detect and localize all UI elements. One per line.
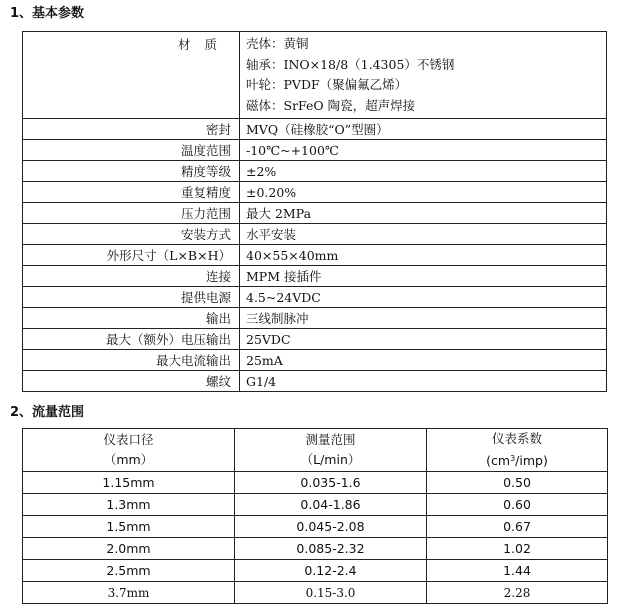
cell-coefficient: 0.60 — [427, 494, 608, 516]
param-value: 40×55×40mm — [240, 245, 607, 266]
table-row — [23, 371, 607, 392]
table-row — [23, 32, 607, 119]
column-header-coefficient — [427, 429, 608, 472]
param-label: 压力范围 — [23, 203, 240, 224]
table-row — [23, 224, 607, 245]
cell-diameter: 1.15mm — [23, 472, 235, 494]
table-row — [23, 538, 608, 560]
table-row — [23, 582, 608, 604]
header-name: 测量范围 — [305, 432, 356, 447]
param-label: 密封 — [23, 119, 240, 140]
param-value: ±2% — [240, 161, 607, 182]
param-value: MVQ（硅橡胶“O”型圈） — [240, 119, 607, 140]
flow-range-table — [22, 428, 608, 604]
material-line: 轴承：INO×18/8（1.4305）不锈钢 — [246, 56, 455, 72]
column-header-range — [235, 429, 427, 472]
param-label: 螺纹 — [23, 371, 240, 392]
header-name: 仪表系数 — [491, 431, 542, 446]
header-unit: （mm） — [103, 452, 154, 467]
param-label: 提供电源 — [23, 287, 240, 308]
table-row — [23, 245, 607, 266]
table-row — [23, 472, 608, 494]
cell-diameter: 3.7mm — [23, 582, 235, 604]
param-value: ±0.20% — [240, 182, 607, 203]
cell-coefficient: 1.02 — [427, 538, 608, 560]
cell-range: 0.12-2.4 — [235, 560, 427, 582]
table-row — [23, 140, 607, 161]
param-value: 4.5~24VDC — [240, 287, 607, 308]
cell-range: 0.045-2.08 — [235, 516, 427, 538]
table-row — [23, 203, 607, 224]
param-value: 三线制脉冲 — [240, 308, 607, 329]
cell-range: 0.085-2.32 — [235, 538, 427, 560]
material-label: 材质 — [177, 37, 231, 52]
param-label: 外形尺寸（L×B×H） — [23, 245, 240, 266]
header-unit: （L/min） — [300, 452, 361, 467]
param-label: 连接 — [23, 266, 240, 287]
section-title-basic-params: 1、基本参数 — [10, 6, 85, 21]
cell-coefficient: 1.44 — [427, 560, 608, 582]
table-row — [23, 266, 607, 287]
unit-sup: 3 — [510, 454, 516, 463]
cell-coefficient: 2.28 — [427, 582, 608, 604]
table-row — [23, 494, 608, 516]
material-line: 壳体：黄铜 — [246, 36, 309, 51]
table-row — [23, 329, 607, 350]
basic-params-table — [22, 31, 607, 392]
table-row — [23, 119, 607, 140]
param-label: 最大（额外）电压输出 — [23, 329, 240, 350]
param-value: 最大 2MPa — [240, 203, 607, 224]
material-line: 磁体：SrFeO 陶瓷，超声焊接 — [246, 97, 416, 113]
param-label: 精度等级 — [23, 161, 240, 182]
table-row — [23, 516, 608, 538]
cell-diameter: 2.5mm — [23, 560, 235, 582]
cell-range: 0.035-1.6 — [235, 472, 427, 494]
param-value: G1/4 — [240, 371, 607, 392]
table-row — [23, 161, 607, 182]
param-value: MPM 接插件 — [240, 266, 607, 287]
header-unit — [427, 449, 607, 471]
table-row — [23, 287, 607, 308]
material-values — [240, 32, 607, 119]
param-label: 重复精度 — [23, 182, 240, 203]
table-row — [23, 308, 607, 329]
material-line: 叶轮：PVDF（聚偏氟乙烯） — [246, 77, 408, 92]
table-header-row — [23, 429, 608, 472]
param-label: 安装方式 — [23, 224, 240, 245]
param-value: -10℃~+100℃ — [240, 140, 607, 161]
table-row — [23, 560, 608, 582]
table-row — [23, 350, 607, 371]
unit-post: /imp) — [515, 453, 548, 468]
param-label: 输出 — [23, 308, 240, 329]
param-label — [23, 32, 240, 119]
cell-diameter: 1.5mm — [23, 516, 235, 538]
cell-coefficient: 0.67 — [427, 516, 608, 538]
unit-pre: (cm — [486, 453, 511, 468]
param-value: 水平安装 — [240, 224, 607, 245]
column-header-diameter — [23, 429, 235, 472]
cell-diameter: 2.0mm — [23, 538, 235, 560]
cell-diameter: 1.3mm — [23, 494, 235, 516]
param-label: 最大电流输出 — [23, 350, 240, 371]
param-label: 温度范围 — [23, 140, 240, 161]
cell-coefficient: 0.50 — [427, 472, 608, 494]
header-name: 仪表口径 — [103, 432, 154, 447]
section-title-flow-range: 2、流量范围 — [10, 405, 85, 420]
cell-range: 0.04-1.86 — [235, 494, 427, 516]
table-row — [23, 182, 607, 203]
param-value: 25mA — [240, 350, 607, 371]
cell-range: 0.15-3.0 — [235, 582, 427, 604]
param-value: 25VDC — [240, 329, 607, 350]
